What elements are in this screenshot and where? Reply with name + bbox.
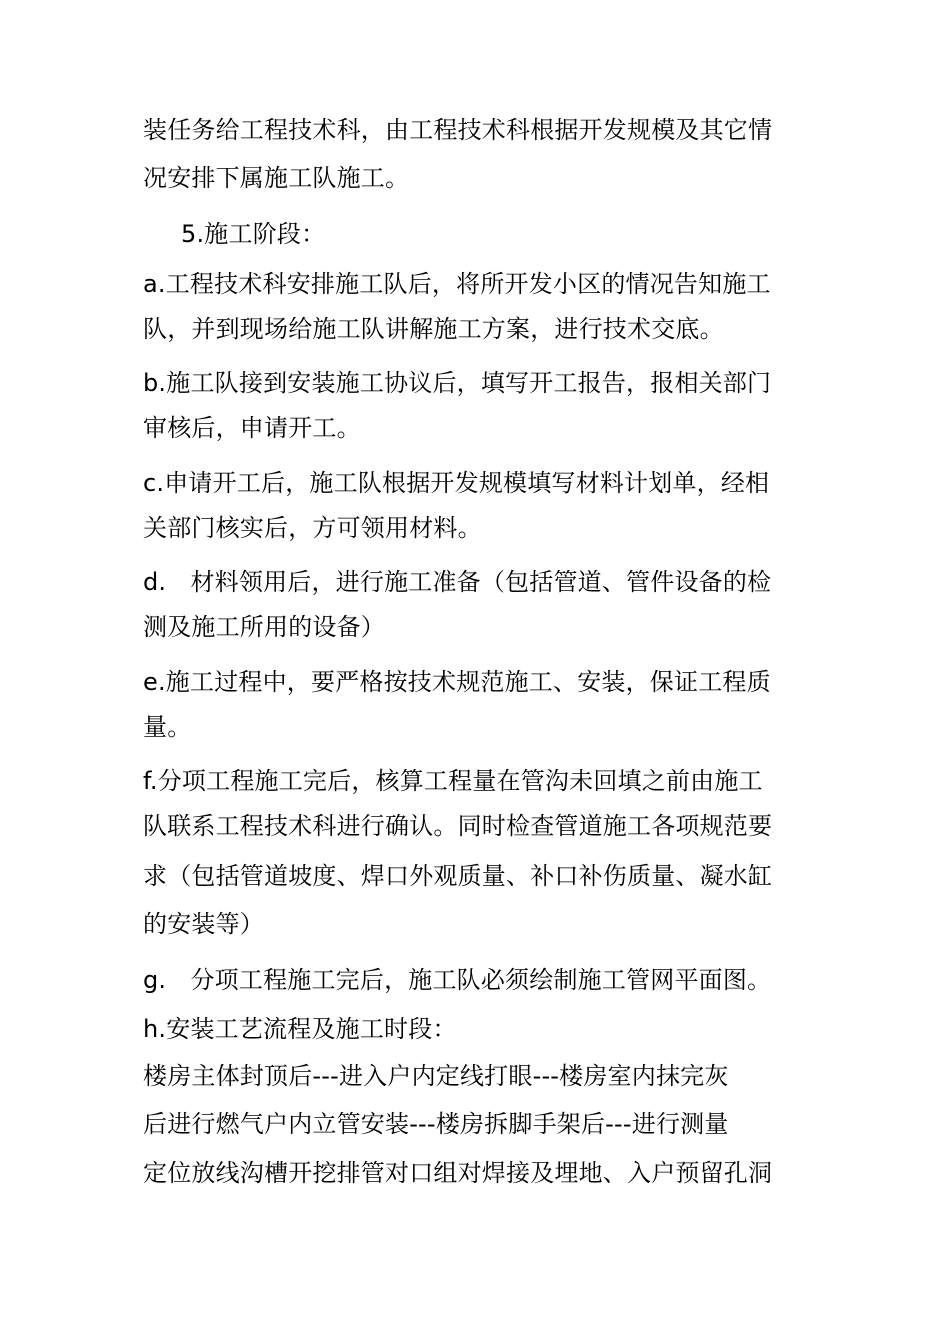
list-item-d: d. 材料领用后，进行施工准备（包括管道、管件设备的检 [143,568,772,596]
text-line: 后进行燃气户内立管安装---楼房拆脚手架后---进行测量 [143,1110,729,1138]
text-line: 定位放线沟槽开挖排管对口组对焊接及埋地、入户预留孔洞 [143,1159,773,1187]
list-item-f: f.分项工程施工完后，核算工程量在管沟未回填之前由施工 [143,767,763,795]
text-line: 测及施工所用的设备） [143,613,385,641]
text-line: 求（包括管道坡度、焊口外观质量、补口补伤质量、凝水缸 [143,862,773,890]
list-item-c: c.申请开工后，施工队根据开发规模填写材料计划单，经相 [143,469,770,497]
list-item-g: g. 分项工程施工完后，施工队必须绘制施工管网平面图。 [143,966,772,994]
list-item-h: h.安装工艺流程及施工时段： [143,1015,457,1043]
text-line: 队，并到现场给施工队讲解施工方案，进行技术交底。 [143,315,724,343]
text-line: 关部门核实后，方可领用材料。 [143,514,482,542]
text-line: 况安排下属施工队施工。 [143,164,410,192]
text-line: 队联系工程技术科进行确认。同时检查管道施工各项规范要 [143,812,773,840]
section-heading: 5.施工阶段： [181,220,326,248]
text-line: 装任务给工程技术科，由工程技术科根据开发规模及其它情 [143,116,773,144]
text-line: 量。 [143,713,192,741]
text-line: 楼房主体封顶后---进入户内定线打眼---楼房室内抹完灰 [143,1062,729,1090]
list-item-e: e.施工过程中，要严格按技术规范施工、安装，保证工程质 [143,668,771,696]
list-item-a: a.工程技术科安排施工队后，将所开发小区的情况告知施工 [143,270,771,298]
list-item-b: b.施工队接到安装施工协议后，填写开工报告，报相关部门 [143,369,772,397]
text-line: 审核后，申请开工。 [143,414,361,442]
text-line: 的安装等） [143,910,264,938]
